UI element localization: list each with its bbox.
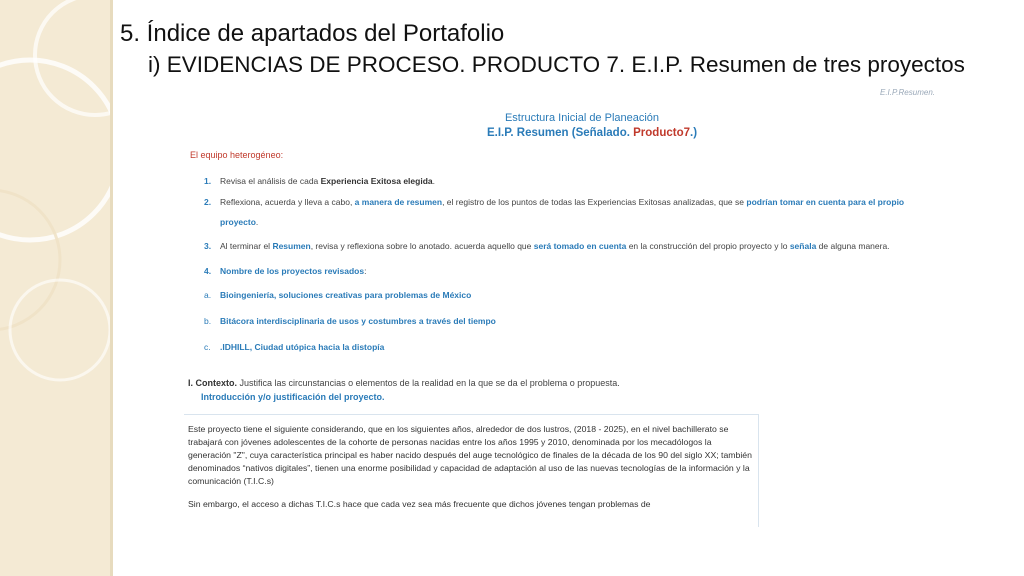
- step-number: 4.: [204, 266, 212, 276]
- decorative-side-panel: [0, 0, 113, 576]
- step-text: podrían tomar en cuenta para el propio proyecto: [220, 197, 905, 227]
- project-letter: a.: [204, 290, 212, 300]
- slide-subtitle: i) EVIDENCIAS DE PROCESO. PRODUCTO 7. E.I.P. Resumen de tres proyectos: [148, 52, 965, 77]
- project-letter: b.: [204, 316, 212, 326]
- box-paragraph: Sin embargo, el acceso a dichas T.I.C.s hace que cada vez sea más frecuente que dichos jóvenes tengan problemas de: [188, 499, 651, 509]
- project-letter: c.: [204, 342, 211, 352]
- context-link[interactable]: Introducción y/o justificación del proyecto.: [201, 392, 385, 402]
- step-item: [204, 236, 944, 256]
- step-text: de alguna manera.: [816, 241, 890, 251]
- step-text: Reflexiona, acuerda y lleva a cabo,: [220, 197, 355, 207]
- document-tag: E.I.P.Resumen.: [880, 88, 935, 97]
- project-name: Bitácora interdisciplinaria de usos y costumbres a través del tiempo: [220, 316, 496, 326]
- projects-list: [204, 282, 944, 360]
- side-panel-edge: [110, 0, 113, 576]
- step-item: [204, 192, 944, 232]
- step-item: [204, 170, 944, 192]
- context-number: I.: [188, 378, 194, 388]
- product-label: Producto7: [633, 127, 690, 139]
- step-text: Resumen: [272, 241, 311, 251]
- step-item: [204, 260, 944, 282]
- step-text: .: [255, 217, 259, 227]
- project-item: [204, 282, 944, 308]
- context-section: [188, 376, 748, 404]
- step-text: será tomado en cuenta: [533, 241, 627, 251]
- team-heading: El equipo heterogéneo:: [190, 150, 284, 160]
- step-text: señala: [789, 241, 817, 251]
- project-name: Bioingeniería, soluciones creativas para problemas de México: [220, 290, 472, 300]
- steps-container: [204, 170, 944, 282]
- project-name: .IDHILL, Ciudad utópica hacia la distopía: [220, 342, 385, 352]
- step-number: 2.: [204, 197, 212, 207]
- context-text-box: [184, 414, 759, 527]
- step-text: Al terminar el: [220, 241, 273, 251]
- context-label: Contexto.: [195, 378, 238, 388]
- steps-list: [204, 170, 944, 360]
- step-text: :: [364, 266, 367, 276]
- box-paragraph: Este proyecto tiene el siguiente considerando, que en los siguientes años, alrededor de dos lustros, (2018 - 2025), en el nivel bachillerato se trabajará con jóvenes adolescentes de la cohorte de personas nacidas entre los años 1995 y 2010, denominada por los mecadólogos la generación "Z", cuya característica principal es haber nacido después del auge tecnológico de finales de la década de los 90 del siglo XX; también denominados “nativos digitales”, tienen una enorme posibilidad y capacidad de adaptación al uso de las nuevas tecnologías de la información y la comunicación (T.I.C.s): [188, 424, 752, 486]
- step-text: , revisa y reflexiona sobre lo anotado. acuerda aquello que: [310, 241, 534, 251]
- step-text: en la construcción del propio proyecto y lo: [626, 241, 790, 251]
- decorative-rings: [0, 0, 113, 576]
- project-item: [204, 308, 944, 334]
- step-text: Experiencia Exitosa elegida: [320, 176, 433, 186]
- project-item: [204, 334, 944, 360]
- step-text: Nombre de los proyectos revisados: [220, 266, 365, 276]
- step-number: 3.: [204, 241, 212, 251]
- document-subtitle-start: E.I.P. Resumen (Señalado.: [486, 127, 634, 139]
- step-text: Revisa el análisis de cada: [220, 176, 321, 186]
- context-text: Justifica las circunstancias o elementos de la realidad en la que se da el problema o propuesta.: [237, 378, 620, 388]
- document-title: Estructura Inicial de Planeación: [504, 112, 660, 124]
- document-subtitle: [0, 127, 1024, 139]
- slide-title: 5. Índice de apartados del Portafolio: [120, 20, 505, 47]
- step-text: a manera de resumen: [354, 197, 443, 207]
- document-subtitle-end: .): [690, 127, 698, 139]
- step-number: 1.: [204, 176, 212, 186]
- step-text: , el registro de los puntos de todas las Experiencias Exitosas analizadas, que se: [442, 197, 747, 207]
- step-text: .: [432, 176, 435, 186]
